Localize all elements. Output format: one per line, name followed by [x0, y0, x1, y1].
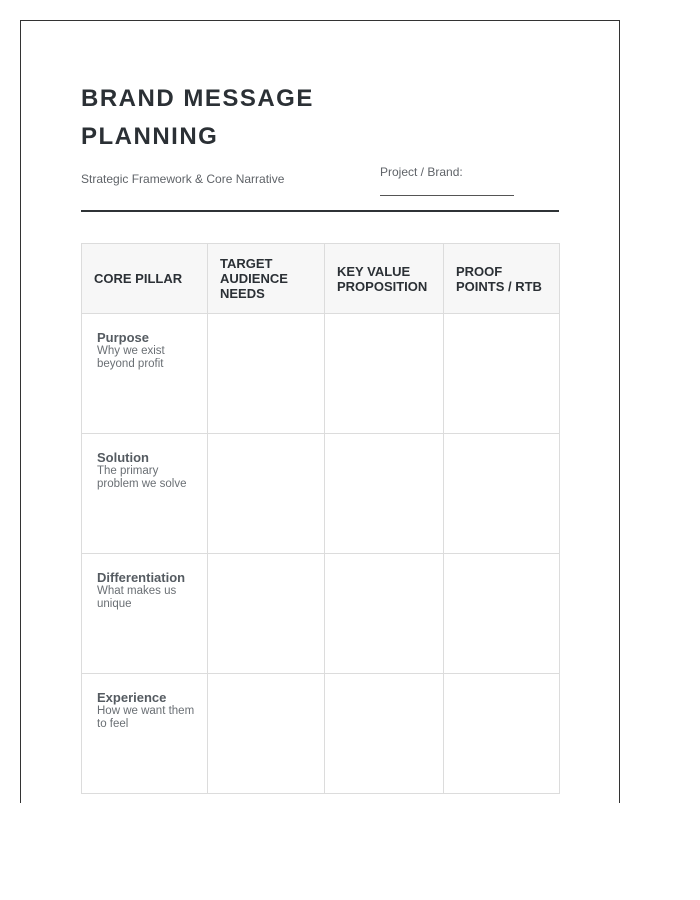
target-audience-needs-cell[interactable]: [208, 434, 325, 554]
column-header-proof-points: PROOF POINTS / RTB: [444, 244, 560, 314]
key-value-proposition-cell[interactable]: [325, 674, 444, 794]
core-pillar-cell: [82, 434, 208, 554]
page-subtitle: Strategic Framework & Core Narrative: [81, 172, 285, 186]
table-row: [82, 674, 560, 794]
key-value-proposition-cell[interactable]: [325, 554, 444, 674]
table-row: [82, 314, 560, 434]
page-title: BRAND MESSAGE PLANNING: [81, 85, 314, 150]
column-header-core-pillar: CORE PILLAR: [82, 244, 208, 314]
column-header-target-audience-needs: TARGET AUDIENCE NEEDS: [208, 244, 325, 314]
pillar-name: Purpose: [97, 330, 150, 345]
pillar-description: What makes us unique: [97, 585, 177, 610]
proof-points-cell[interactable]: [444, 674, 560, 794]
proof-points-cell[interactable]: [444, 434, 560, 554]
pillar-description: Why we exist beyond profit: [97, 345, 165, 370]
project-brand-field[interactable]: [380, 195, 514, 196]
table-row: [82, 434, 560, 554]
target-audience-needs-cell[interactable]: [208, 674, 325, 794]
proof-points-cell[interactable]: [444, 554, 560, 674]
proof-points-cell[interactable]: [444, 314, 560, 434]
core-pillar-cell: [82, 554, 208, 674]
core-pillar-cell: [82, 314, 208, 434]
brand-message-table: [81, 243, 560, 794]
pillar-name: Experience: [97, 690, 167, 705]
project-brand-label: Project / Brand:: [380, 165, 463, 179]
pillar-description: How we want them to feel: [97, 705, 195, 730]
pillar-name: Solution: [97, 450, 149, 465]
target-audience-needs-cell[interactable]: [208, 554, 325, 674]
key-value-proposition-cell[interactable]: [325, 314, 444, 434]
pillar-description: The primary problem we solve: [97, 465, 187, 490]
table-row: [82, 554, 560, 674]
header-divider: [81, 210, 559, 212]
column-header-key-value-proposition: KEY VALUE PROPOSITION: [325, 244, 444, 314]
table-header-row: [82, 244, 560, 314]
pillar-name: Differentiation: [97, 570, 186, 585]
key-value-proposition-cell[interactable]: [325, 434, 444, 554]
core-pillar-cell: [82, 674, 208, 794]
target-audience-needs-cell[interactable]: [208, 314, 325, 434]
